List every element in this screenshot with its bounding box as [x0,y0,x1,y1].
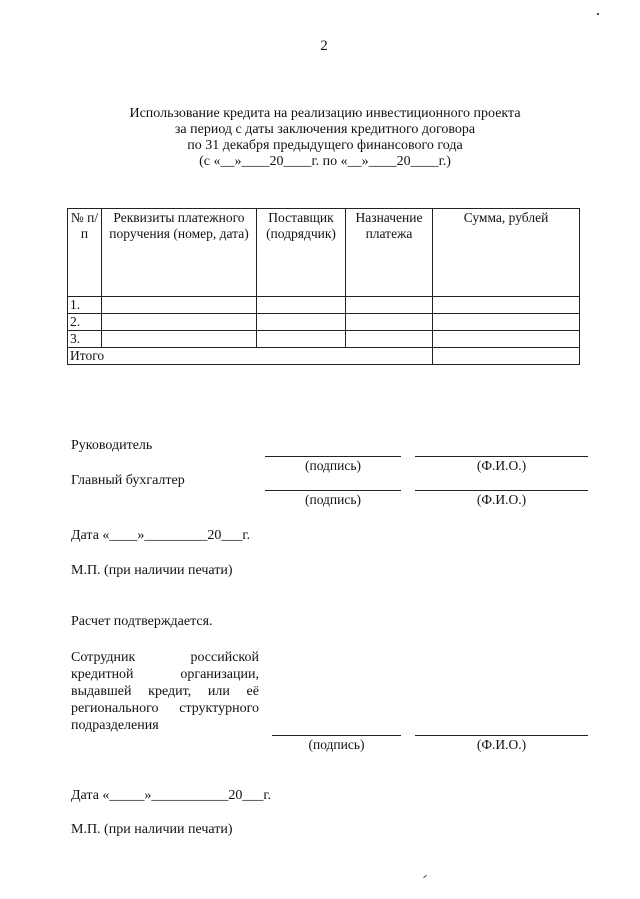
cell [433,314,580,331]
row-num: 3. [68,331,102,348]
document-title [80,106,570,170]
table-row [68,297,580,314]
employee-name-line[interactable] [415,735,588,736]
cell [346,314,433,331]
title-line-4: (с «__»____20____г. по «__»____20____г.) [199,154,451,169]
employee-label [71,649,259,734]
header-amount: Сумма, рублей [433,209,580,297]
title-line-3: по 31 декабря предыдущего финансового года [187,138,463,153]
cell [433,331,580,348]
table-header-row [68,209,580,297]
total-label: Итого [68,348,433,365]
header-requisites: Реквизиты платежного поручения (номер, дата) [102,209,257,297]
total-row [68,348,580,365]
accountant-name-caption: (Ф.И.О.) [476,492,527,507]
head-signature-caption: (подпись) [304,458,362,473]
title-line-1: Использование кредита на реализацию инвестиционного проекта [129,106,521,121]
employee-line-4: регионального структурного [71,701,259,716]
table-row [68,331,580,348]
cell [346,331,433,348]
stamp-note-1: М.П. (при наличии печати) [71,563,233,578]
scan-speck [423,875,427,878]
row-num: 1. [68,297,102,314]
title-line-2: за период с даты заключения кредитного договора [174,122,476,137]
employee-line-2: кредитной организации, [71,667,259,682]
date-line-2: Дата «_____»___________20___г. [71,788,272,803]
employee-name-caption: (Ф.И.О.) [476,737,527,752]
head-label: Руководитель [71,438,153,453]
cell [257,331,346,348]
cell [433,297,580,314]
accountant-label: Главный бухгалтер [71,473,185,488]
employee-line-5: подразделения [71,718,159,733]
payments-table [67,208,580,365]
employee-line-3: выдавшей кредит, или её [71,684,259,699]
table-row [68,314,580,331]
confirmation-text: Расчет подтверждается. [71,614,213,629]
date-line-1: Дата «____»_________20___г. [71,528,251,543]
header-num: № п/п [68,209,102,297]
accountant-signature-caption: (подпись) [304,492,362,507]
cell [257,314,346,331]
cell [346,297,433,314]
total-amount [433,348,580,365]
page-number: 2 [320,38,328,54]
employee-signature-line[interactable] [272,735,401,736]
cell [102,297,257,314]
head-name-caption: (Ф.И.О.) [476,458,527,473]
accountant-signature-line[interactable] [265,490,401,491]
scan-speck [597,13,599,15]
employee-signature-caption: (подпись) [308,737,365,752]
stamp-note-2: М.П. (при наличии печати) [71,822,233,837]
employee-line-1: Сотрудник российской [71,650,259,665]
header-supplier: Поставщик (подрядчик) [257,209,346,297]
row-num: 2. [68,314,102,331]
header-purpose: Назначение платежа [346,209,433,297]
head-name-line[interactable] [415,456,588,457]
cell [257,297,346,314]
cell [102,331,257,348]
head-signature-line[interactable] [265,456,401,457]
accountant-name-line[interactable] [415,490,588,491]
cell [102,314,257,331]
